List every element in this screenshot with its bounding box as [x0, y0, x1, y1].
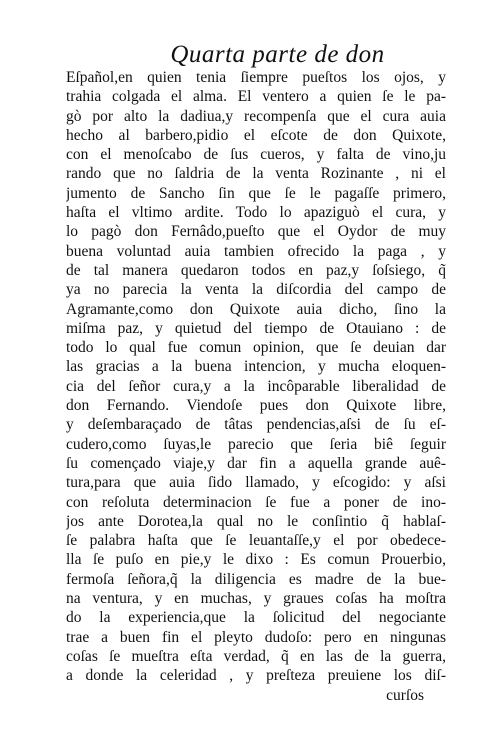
- text-line: de tal manera quedaron todos en paz,y ſoſsiego, q̃: [66, 261, 446, 279]
- text-line: fermoſa ſeñora,q̃ la diligencia es madre de la bue-: [66, 570, 446, 588]
- running-head: Quarta parte de don: [170, 41, 385, 68]
- text-line: ſe palabra haſta que ſe leuantaſſe,y el por obedece-: [66, 532, 446, 550]
- text-line: con reſoluta determinacion ſe fue a poner de ino-: [66, 493, 446, 511]
- text-line: con el menoſcabo de ſus cueros, y falta de vino,ju: [66, 146, 446, 164]
- text-line: tura,para que auia ſido llamado, y eſcogido: y aſsi: [66, 474, 446, 492]
- text-line: coſas ſe mueſtra eſta verdad, q̃ en las de la guerra,: [66, 647, 446, 665]
- text-line: haſta el vltimo ardite. Todo lo apaziguò el cura, y: [66, 204, 446, 222]
- text-line: las gracias a la buena intencion, y mucha eloquen-: [66, 358, 446, 376]
- text-line: miſma paz, y quietud del tiempo de Otauiano : de: [66, 319, 446, 337]
- text-line: hecho al barbero,pidio el eſcote de don Quixote,: [66, 126, 446, 144]
- text-line: Agramante,como don Quixote auia dicho, ſino la: [66, 300, 446, 318]
- text-line: ya no parecia la venta la diſcordia del campo de: [66, 281, 446, 299]
- text-line: cudero,como ſuyas,le parecio que ſeria biê ſeguir: [66, 435, 446, 453]
- text-line: trae a buen fin el pleyto dudoſo: pero en ningunas: [66, 628, 446, 646]
- text-line: jumento de Sancho ſin que ſe le pagaſſe primero,: [66, 184, 446, 202]
- text-line: a donde la celeridad , y preſteza preuiene los diſ-: [66, 667, 446, 685]
- text-line: buena voluntad auia tambien ofrecido la paga , y: [66, 242, 446, 260]
- text-line: do la experiencia,que la ſolicitud del negociante: [66, 609, 446, 627]
- text-line: y deſembaraçado de tâtas pendencias,aſsi de ſu eſ-: [66, 416, 446, 434]
- text-line: Eſpañol,en quien tenia ſiempre pueſtos los ojos, y: [66, 69, 446, 86]
- text-line: jos ante Dorotea,la qual no le conſintio q̃ hablaſ-: [66, 512, 446, 530]
- text-line: cia del ſeñor cura,y a la incôparable liberalidad de: [66, 377, 446, 395]
- text-block: [66, 68, 446, 705]
- text-line: trahia colgada el alma. El ventero a quien ſe le pa-: [66, 88, 446, 106]
- catchword: curſos: [386, 686, 424, 704]
- text-line: na ventura, y en muchas, y graues coſas ha moſtra: [66, 590, 446, 608]
- text-line: lo pagò don Fernâdo,pueſto que el Oydor de muy: [66, 223, 446, 241]
- text-line: gò por alto la dadiua,y recompenſa que el cura auia: [66, 107, 446, 125]
- text-line: todo lo qual fue comun opinion, que ſe deuian dar: [66, 339, 446, 357]
- text-line: lla ſe puſo en pie,y le dixo : Es comun Prouerbio,: [66, 551, 446, 569]
- text-line: rando que no ſaldria de la venta Rozinante , ni el: [66, 165, 446, 183]
- text-line: don Fernando. Viendoſe pues don Quixote libre,: [66, 397, 446, 415]
- text-line: ſu començado viaje,y dar fin a aquella grande auê-: [66, 454, 446, 472]
